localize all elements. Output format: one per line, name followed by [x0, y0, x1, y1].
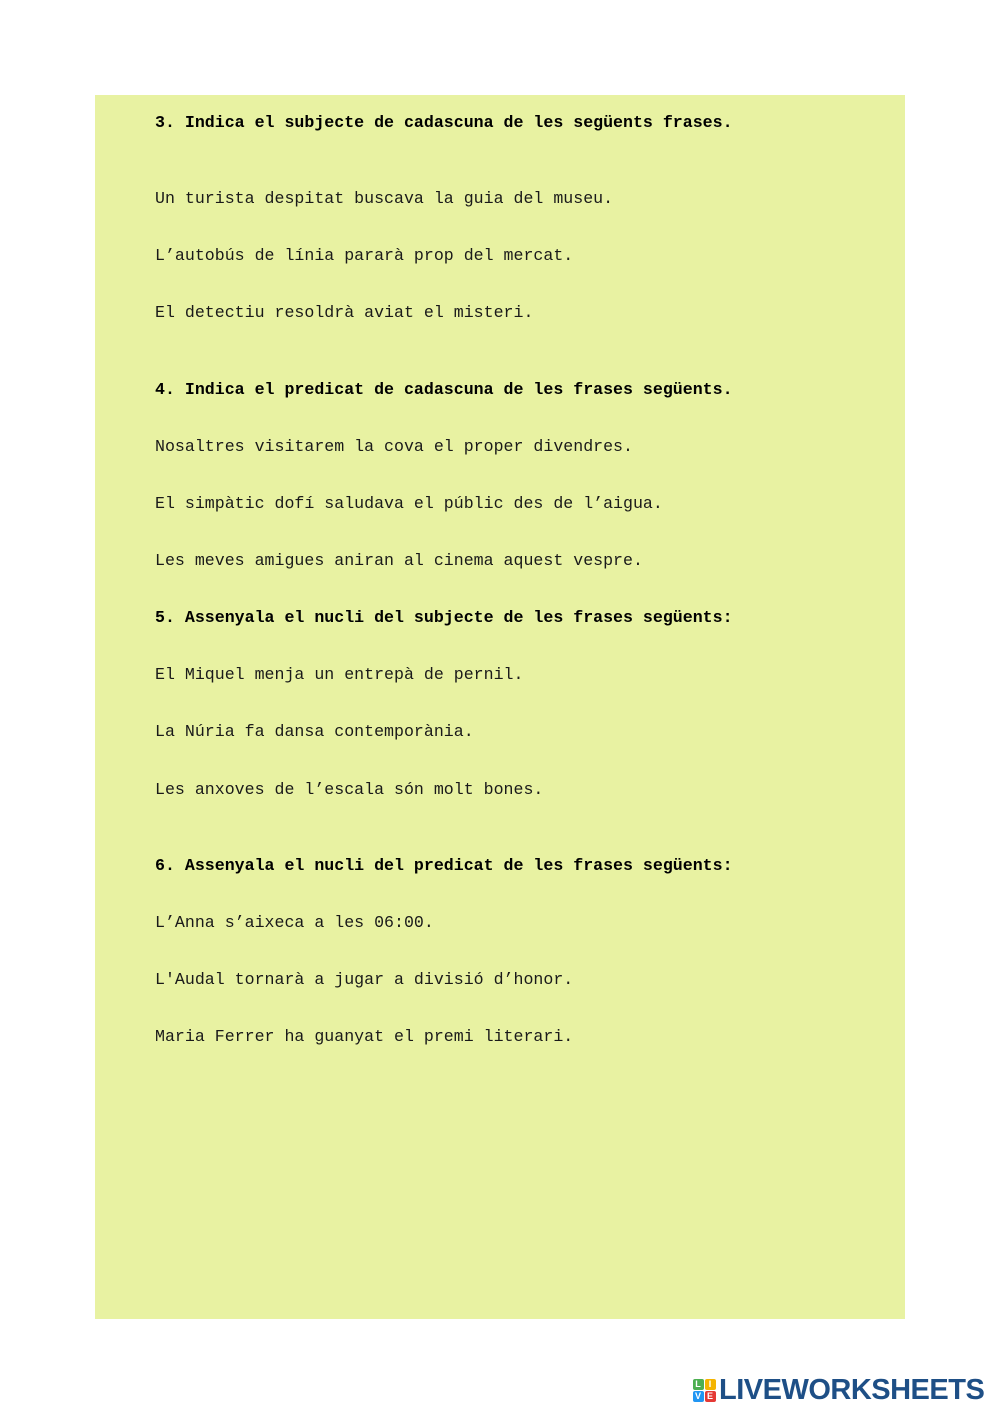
section-4-sentence-2: El simpàtic dofí saludava el públic des de l’aigua.: [155, 494, 663, 513]
section-4-heading: 4. Indica el predicat de cadascuna de les frases següents.: [155, 380, 733, 399]
logo-letter-i: I: [705, 1379, 716, 1390]
section-5-heading: 5. Assenyala el nucli del subjecte de les frases següents:: [155, 608, 733, 627]
section-5-sentence-2: La Núria fa dansa contemporània.: [155, 722, 474, 741]
section-4-sentence-3: Les meves amigues aniran al cinema aquest vespre.: [155, 551, 643, 570]
section-6-sentence-2: L'Audal tornarà a jugar a divisió d’honor.: [155, 970, 574, 989]
section-4-sentence-1: Nosaltres visitarem la cova el proper divendres.: [155, 437, 633, 456]
logo-letter-l: L: [693, 1379, 704, 1390]
logo-letter-v: V: [693, 1391, 704, 1402]
liveworksheets-brand[interactable]: [692, 1374, 984, 1406]
section-5-sentence-1: El Miquel menja un entrepà de pernil.: [155, 665, 524, 684]
section-3-heading: 3. Indica el subjecte de cadascuna de les següents frases.: [155, 113, 733, 132]
section-6-sentence-3: Maria Ferrer ha guanyat el premi literari.: [155, 1027, 574, 1046]
section-3-sentence-1: Un turista despitat buscava la guia del museu.: [155, 189, 614, 208]
section-5-sentence-3: Les anxoves de l’escala són molt bones.: [155, 780, 544, 799]
section-6-sentence-1: L’Anna s’aixeca a les 06:00.: [155, 913, 434, 932]
worksheet-panel: [95, 95, 905, 1319]
section-3-sentence-3: El detectiu resoldrà aviat el misteri.: [155, 303, 534, 322]
liveworksheets-logo-icon: [692, 1378, 716, 1402]
logo-letter-e: E: [705, 1391, 716, 1402]
section-6-heading: 6. Assenyala el nucli del predicat de les frases següents:: [155, 856, 733, 875]
brand-wordmark: LIVEWORKSHEETS: [719, 1373, 985, 1406]
section-3-sentence-2: L’autobús de línia pararà prop del mercat.: [155, 246, 574, 265]
